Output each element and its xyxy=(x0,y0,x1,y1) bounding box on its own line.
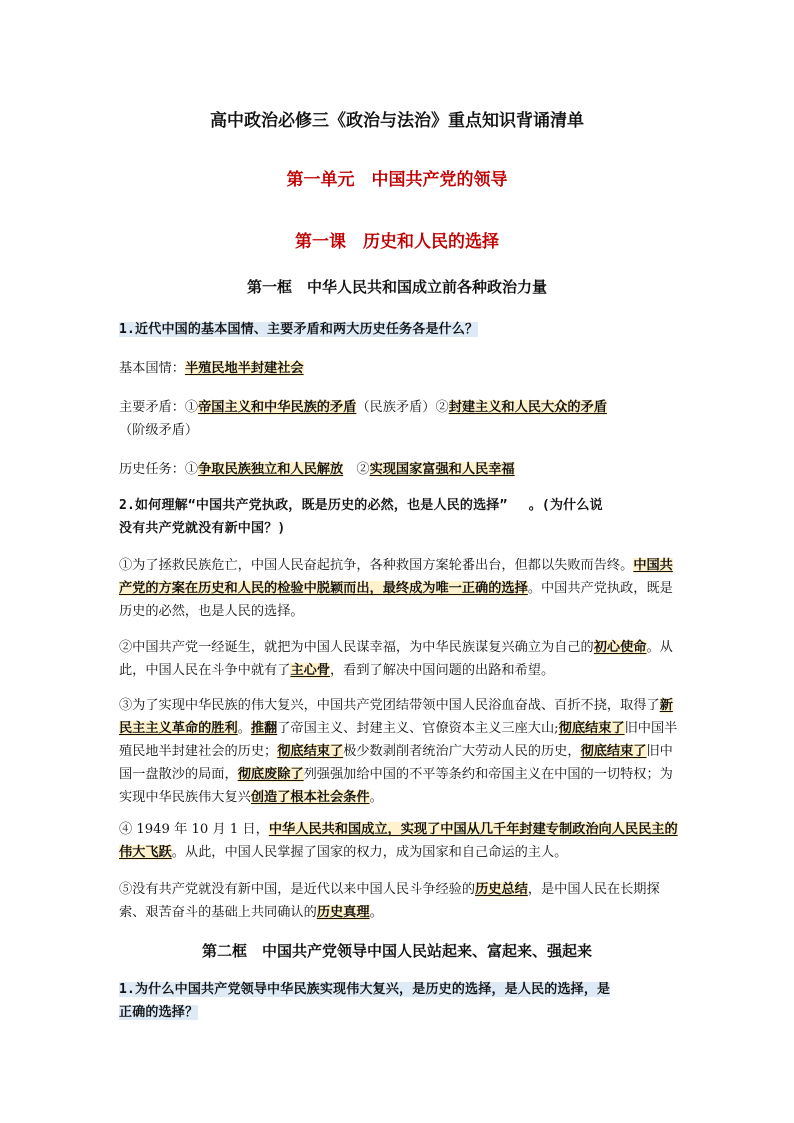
frame-heading-2: 第二框 中国共产党领导中国人民站起来、富起来、强起来 xyxy=(201,942,592,960)
p4-text-2: 。从此，中国人民掌握了国家的权力，成为国家和自己命运的主人。 xyxy=(171,845,568,860)
paragraph-3 xyxy=(119,694,679,809)
p3-highlight-2: 推翻 xyxy=(250,721,278,736)
frame-heading-1: 第一框 中华人民共和国成立前各种政治力量 xyxy=(246,278,547,296)
p5-text-1: ⑤没有共产党就没有新中国，是近代以来中国人民斗争经验的 xyxy=(119,882,476,897)
question-3-line-2: 正确的选择？ xyxy=(119,1005,199,1020)
tasks-highlight-2: 实现国家富强和人民幸福 xyxy=(369,462,515,477)
p4-text-1: ④ 1949 年 10 月 1 日， xyxy=(119,822,269,837)
p1-highlight: 中国共产党的方案在历史和人民的检验中脱颖而出，最终成为唯一正确的选择 xyxy=(119,558,673,596)
p3-highlight-3: 彻底结束了 xyxy=(558,721,625,736)
p5-text-2: ，是中国人民在长期探索、艰苦奋斗的基础上共同确认的 xyxy=(119,882,660,920)
tasks-highlight-1: 争取民族独立和人民解放 xyxy=(198,462,344,477)
p3-text-1: ③为了实现中华民族的伟大复兴，中国共产党团结带领中国人民浴血奋战、百折不挠，取得了 xyxy=(119,698,660,713)
tasks-label: 历史任务：① xyxy=(119,462,199,477)
p3-highlight-6: 彻底废除了 xyxy=(237,767,304,782)
p4-highlight: 中华人民共和国成立，实现了中国从几千年封建专制政治向人民民主的伟大飞跃 xyxy=(119,822,678,860)
p3-highlight-4: 彻底结束了 xyxy=(277,744,344,759)
question-2 xyxy=(119,494,603,540)
question-1-text: 1.近代中国的基本国情、主要矛盾和两大历史任务各是什么？ xyxy=(119,322,479,337)
p3-text-5: 极少数剥削者统治广大劳动人民的历史， xyxy=(343,744,581,759)
p3-highlight-5: 彻底结束了 xyxy=(580,744,647,759)
p2-highlight-1: 初心使命 xyxy=(593,640,647,655)
question-2-line-2: 没有共产党就没有新中国？) xyxy=(119,521,286,536)
p5-highlight-2: 历史真理 xyxy=(316,905,370,920)
unit-heading: 第一单元 中国共产党的领导 xyxy=(286,170,508,190)
question-3-line-1: 1.为什么中国共产党领导中华民族实现伟大复兴，是历史的选择，是人民的选择，是 xyxy=(119,982,611,997)
p2-text-2: 。从此，中国人民在斗争中就有了 xyxy=(119,640,673,678)
main-label: 主要矛盾：① xyxy=(119,400,199,415)
paragraph-5 xyxy=(119,878,679,924)
p2-highlight-2: 主心骨 xyxy=(290,663,330,678)
p1-text-2: 。中国共产党执政，既是历史的必然，也是人民的选择。 xyxy=(119,581,673,619)
main-mid: （民族矛盾）② xyxy=(356,400,449,415)
p2-text-3: ，看到了解决中国问题的出路和希望。 xyxy=(330,663,555,678)
question-1 xyxy=(119,318,478,337)
p3-text-8: 。 xyxy=(369,790,383,805)
p3-text-2: 。 xyxy=(237,721,251,736)
p3-highlight-7: 创造了根本社会条件 xyxy=(250,790,370,805)
basic-highlight: 半殖民地半封建社会 xyxy=(184,361,304,376)
p1-text-1: ①为了拯救民族危亡，中国人民奋起抗争，各种救国方案轮番出台，但都以失败而告终。 xyxy=(119,558,634,573)
p3-text-7: 列强强加给中国的不平等条约和帝国主义在中国的一切特权；为实现中华民族伟大复兴 xyxy=(119,767,673,805)
p3-text-3: 了帝国主义、封建主义、官僚资本主义三座大山; xyxy=(277,721,559,736)
paragraph-2 xyxy=(119,636,679,682)
p5-highlight-1: 历史总结 xyxy=(475,882,528,897)
p3-highlight-1: 新民主主义革命的胜利 xyxy=(119,698,673,736)
lesson-heading: 第一课 历史和人民的选择 xyxy=(295,232,499,252)
p5-text-3: 。 xyxy=(369,905,383,920)
main-tail: （阶级矛盾） xyxy=(119,423,199,438)
tasks-mid: ② xyxy=(343,462,370,477)
main-highlight-2: 封建主义和人民大众的矛盾 xyxy=(448,400,607,415)
historical-tasks xyxy=(119,458,515,477)
basic-condition xyxy=(119,357,304,376)
document-title: 高中政治必修三《政治与法治》重点知识背诵清单 xyxy=(210,111,584,131)
p3-text-4: 旧中国半殖民地半封建社会的历史； xyxy=(119,721,678,759)
paragraph-4 xyxy=(119,818,679,864)
question-2-line-1: 2.如何理解“中国共产党执政，既是历史的必然，也是人民的选择” 。(为什么说 xyxy=(119,498,603,513)
main-contradiction xyxy=(119,396,679,442)
p3-text-6: 旧中国一盘散沙的局面， xyxy=(119,744,673,782)
question-3 xyxy=(119,978,610,1024)
main-highlight-1: 帝国主义和中华民族的矛盾 xyxy=(198,400,357,415)
paragraph-1 xyxy=(119,554,679,623)
p2-text-1: ②中国共产党一经诞生，就把为中国人民谋幸福，为中华民族谋复兴确立为自己的 xyxy=(119,640,594,655)
basic-label: 基本国情： xyxy=(119,361,185,376)
